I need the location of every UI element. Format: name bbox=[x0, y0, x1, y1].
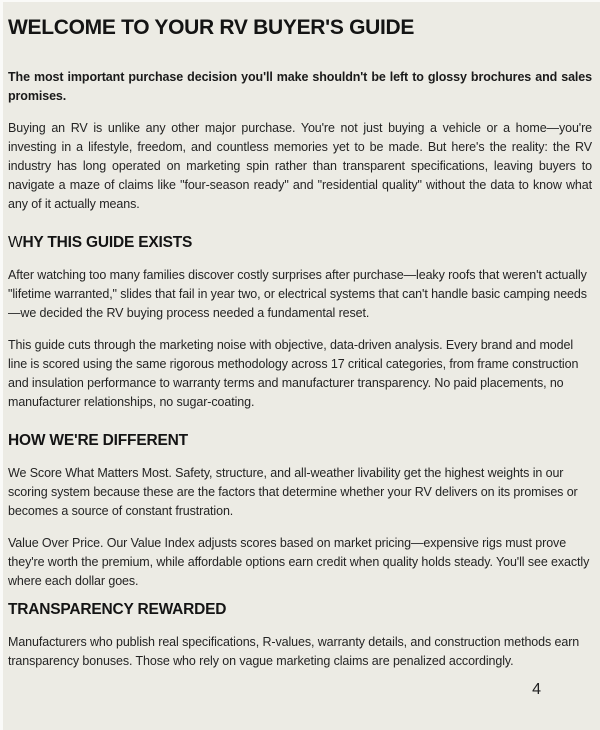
section-heading-text: HY THIS GUIDE EXISTS bbox=[22, 234, 193, 251]
intro-paragraph: The most important purchase decision you'll make shouldn't be left to glossy brochures and sales promises. bbox=[8, 70, 592, 103]
section-paragraph: We Score What Matters Most. Safety, structure, and all-weather livability get the highest weights in our scoring system because these are the factors that determine whether your RV delivers on its promises or becomes a source of constant frustration. bbox=[8, 466, 578, 518]
section-heading-why-this-guide-exists bbox=[8, 233, 592, 253]
opening-paragraph: Buying an RV is unlike any other major purchase. You're not just buying a vehicle or a home—you're investing in a lifestyle, freedom, and countless memories yet to be made. But here's the reality: the RV industry has long operated on marketing spin rather than transparent specifications, leaving buyers to navigate a maze of claims like "four-season ready" and "residential quality" without the data to know what any of it actually means. bbox=[8, 121, 592, 211]
section-heading-lead-letter: W bbox=[8, 234, 23, 251]
section-heading-text: TRANSPARENCY REWARDED bbox=[8, 601, 227, 618]
document-page bbox=[3, 2, 600, 730]
section-paragraph: This guide cuts through the marketing noise with objective, data-driven analysis. Every brand and model line is scored using the same rigorous methodology across 17 critical categories, from frame construction and insulation performance to warranty terms and manufacturer transparency. No paid placements, no manufacturer relationships, no sugar-coating. bbox=[8, 338, 579, 409]
section-transparency-rewarded bbox=[8, 600, 592, 671]
page-number: 4 bbox=[532, 681, 541, 698]
section-heading-how-were-different bbox=[8, 431, 592, 451]
section-how-were-different bbox=[8, 431, 592, 591]
section-paragraph: After watching too many families discover costly surprises after purchase—leaky roofs that weren't actually "lifetime warranted," slides that fail in year two, or electrical systems that can't handle basic camping needs—we decided the RV buying process needed a fundamental reset. bbox=[8, 268, 587, 320]
section-paragraph: Manufacturers who publish real specifications, R-values, warranty details, and construction methods earn transparency bonuses. Those who rely on vague marketing claims are penalized accordingly. bbox=[8, 635, 580, 668]
section-paragraph: Value Over Price. Our Value Index adjusts scores based on market pricing—expensive rigs must prove they're worth the premium, while affordable options earn credit when quality holds steady. You'll see exactly where each dollar goes. bbox=[8, 536, 590, 588]
section-heading-transparency-rewarded bbox=[8, 600, 592, 620]
section-heading-text: HOW WE'RE DIFFERENT bbox=[8, 432, 188, 449]
page-title: WELCOME TO YOUR RV BUYER'S GUIDE bbox=[8, 16, 415, 39]
section-why-this-guide-exists bbox=[8, 233, 592, 412]
